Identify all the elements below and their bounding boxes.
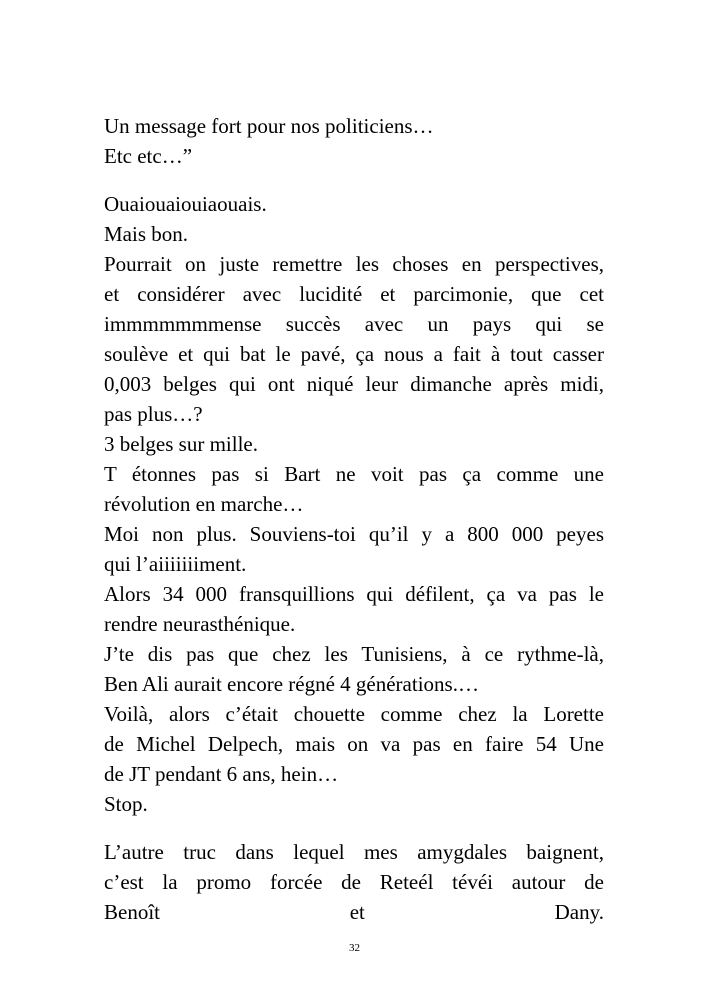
text-line: L’autre truc dans lequel mes amygdales baignent, (104, 840, 604, 864)
text-line: J’te dis pas que chez les Tunisiens, à ce rythme-là, (104, 642, 604, 666)
text-line: Mais bon. (104, 222, 188, 246)
text-line: Alors 34 000 fransquillions qui défilent, ça va pas le (104, 582, 604, 606)
text-line: Ben Ali aurait encore régné 4 générations.… (104, 672, 479, 696)
text-line: révolution en marche… (104, 492, 304, 516)
page-body (104, 111, 604, 927)
text-line: Benoît et Dany. (104, 900, 604, 924)
text-line: Pourrait on juste remettre les choses en perspectives, (104, 252, 604, 276)
page-number: 32 (349, 942, 360, 954)
text-line: de Michel Delpech, mais on va pas en faire 54 Une (104, 732, 604, 756)
paragraph-gap (104, 819, 604, 837)
text-line: 0,003 belges qui ont niqué leur dimanche après midi, (104, 372, 604, 396)
paragraph (104, 837, 604, 927)
text-line: de JT pendant 6 ans, hein… (104, 762, 339, 786)
text-line: pas plus…? (104, 402, 203, 426)
text-line: Etc etc…” (104, 144, 193, 168)
text-line: Un message fort pour nos politiciens… (104, 114, 434, 138)
text-line: Ouaiouaiouiaouais. (104, 192, 267, 216)
text-line: Moi non plus. Souviens-toi qu’il y a 800 000 peyes (104, 522, 604, 546)
text-line: rendre neurasthénique. (104, 612, 296, 636)
text-line: c’est la promo forcée de Reteél tévéi autour de (104, 870, 604, 894)
text-line: T étonnes pas si Bart ne voit pas ça comme une (104, 462, 604, 486)
paragraph-gap (104, 171, 604, 189)
text-line: Voilà, alors c’était chouette comme chez la Lorette (104, 702, 604, 726)
text-line: et considérer avec lucidité et parcimonie, que cet (104, 282, 604, 306)
text-line: soulève et qui bat le pavé, ça nous a fait à tout casser (104, 342, 604, 366)
text-line: qui l’aiiiiiiiment. (104, 552, 247, 576)
text-line: immmmmmmense succès avec un pays qui se (104, 312, 604, 336)
text-line: Stop. (104, 792, 148, 816)
paragraph (104, 111, 604, 171)
paragraph (104, 189, 604, 819)
text-line: 3 belges sur mille. (104, 432, 258, 456)
